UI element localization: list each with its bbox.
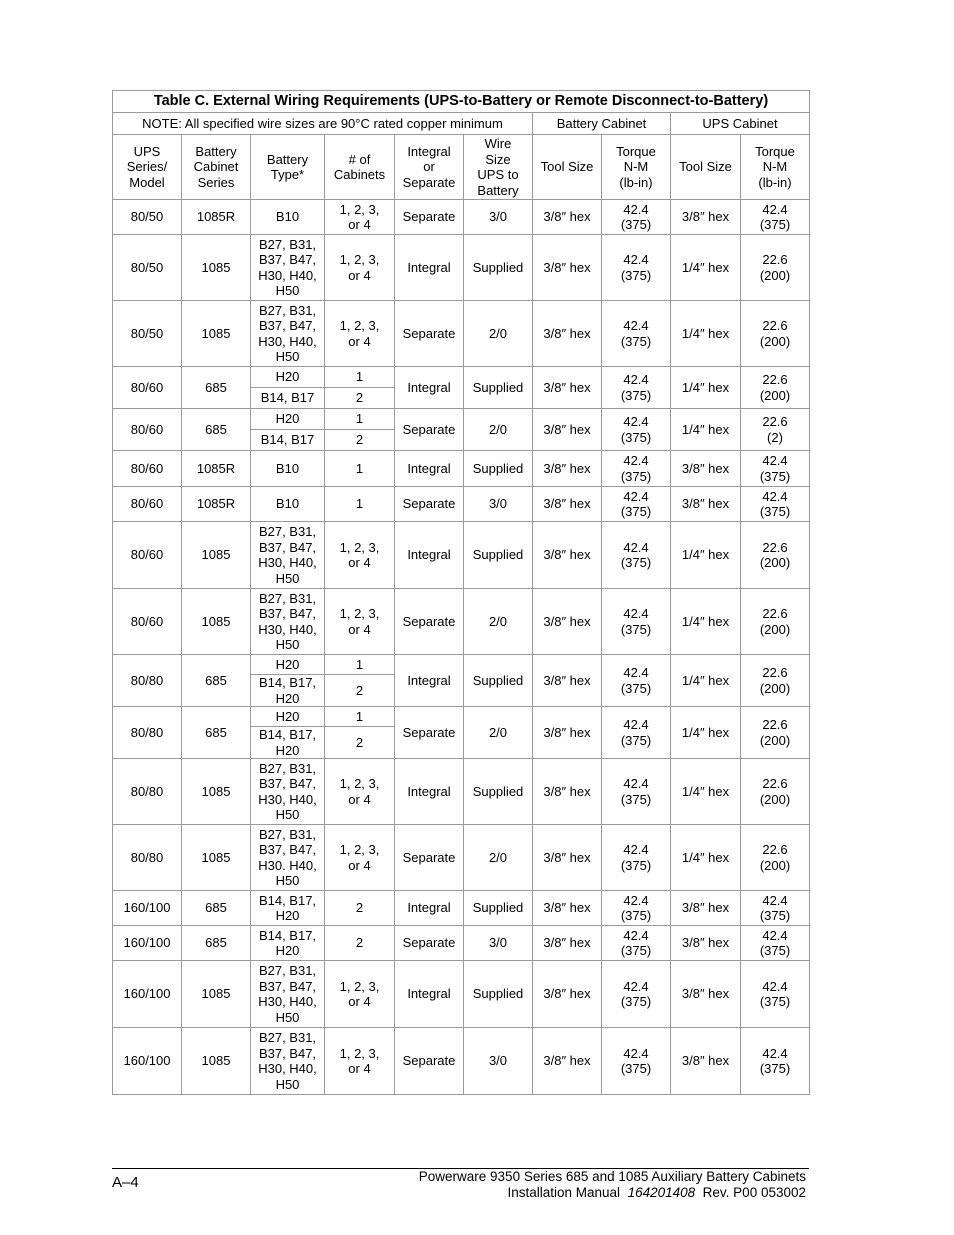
cell-ups-tool-size: 1/4″ hex bbox=[671, 409, 741, 451]
cell-wire-size: Supplied bbox=[464, 759, 533, 825]
cell-ups-model: 80/80 bbox=[113, 707, 182, 759]
table-row bbox=[113, 961, 810, 1028]
cell-ups-model: 160/100 bbox=[113, 961, 182, 1028]
cell-ups-tool-size: 1/4″ hex bbox=[671, 235, 741, 301]
cell-num-cabinets: 1, 2, 3, or 4 bbox=[325, 961, 395, 1028]
cell-battery-tool-size: 3/8″ hex bbox=[533, 707, 602, 759]
footer-manual-line bbox=[419, 1185, 806, 1201]
table-row bbox=[113, 487, 810, 522]
cell-num-cabinets: 1 bbox=[325, 367, 395, 388]
cell-wire-size: 2/0 bbox=[464, 825, 533, 891]
cell-num-cabinets: 1, 2, 3, or 4 bbox=[325, 589, 395, 655]
cell-battery-type: B14, B17, H20 bbox=[251, 891, 325, 926]
cell-ups-tool-size: 3/8″ hex bbox=[671, 451, 741, 487]
cell-wire-size: 3/0 bbox=[464, 926, 533, 961]
table-row bbox=[113, 451, 810, 487]
cell-num-cabinets: 1 bbox=[325, 451, 395, 487]
cell-num-cabinets: 1, 2, 3, or 4 bbox=[325, 200, 395, 235]
cell-integral-separate: Separate bbox=[395, 409, 464, 451]
cell-battery-torque: 42.4 (375) bbox=[602, 301, 671, 367]
cell-ups-tool-size: 1/4″ hex bbox=[671, 367, 741, 409]
table-row bbox=[113, 301, 810, 367]
cell-integral-separate: Separate bbox=[395, 825, 464, 891]
cell-battery-tool-size: 3/8″ hex bbox=[533, 961, 602, 1028]
cell-battery-torque: 42.4 (375) bbox=[602, 200, 671, 235]
cell-battery-tool-size: 3/8″ hex bbox=[533, 655, 602, 707]
cell-num-cabinets: 2 bbox=[325, 675, 395, 707]
cell-wire-size: Supplied bbox=[464, 655, 533, 707]
cell-cabinet-series: 685 bbox=[182, 707, 251, 759]
col-header-battery-torque: Torque N-M (lb-in) bbox=[602, 135, 671, 200]
cell-ups-torque: 22.6 (200) bbox=[741, 301, 810, 367]
cell-battery-tool-size: 3/8″ hex bbox=[533, 891, 602, 926]
cell-wire-size: 2/0 bbox=[464, 409, 533, 451]
col-header-wire-size: Wire Size UPS to Battery bbox=[464, 135, 533, 200]
cell-battery-type: B27, B31, B37, B47, H30, H40, H50 bbox=[251, 1028, 325, 1095]
cell-battery-torque: 42.4 (375) bbox=[602, 589, 671, 655]
table-row bbox=[113, 1028, 810, 1095]
cell-ups-torque: 42.4 (375) bbox=[741, 961, 810, 1028]
cell-integral-separate: Separate bbox=[395, 487, 464, 522]
cell-ups-torque: 22.6 (2) bbox=[741, 409, 810, 451]
cell-battery-type: B27, B31, B37, B47, H30, H40, H50 bbox=[251, 961, 325, 1028]
cell-ups-torque: 42.4 (375) bbox=[741, 200, 810, 235]
cell-wire-size: Supplied bbox=[464, 367, 533, 409]
cell-ups-tool-size: 1/4″ hex bbox=[671, 825, 741, 891]
cell-ups-torque: 22.6 (200) bbox=[741, 589, 810, 655]
cell-ups-tool-size: 3/8″ hex bbox=[671, 961, 741, 1028]
col-header-num-cabinets: # of Cabinets bbox=[325, 135, 395, 200]
table-row bbox=[113, 235, 810, 301]
cell-num-cabinets: 2 bbox=[325, 430, 395, 451]
cell-ups-model: 160/100 bbox=[113, 891, 182, 926]
table-row bbox=[113, 891, 810, 926]
cell-battery-type: H20 bbox=[251, 707, 325, 727]
cell-battery-torque: 42.4 (375) bbox=[602, 235, 671, 301]
cell-battery-torque: 42.4 (375) bbox=[602, 891, 671, 926]
cell-battery-type: B14, B17, H20 bbox=[251, 926, 325, 961]
cell-ups-tool-size: 3/8″ hex bbox=[671, 891, 741, 926]
cell-ups-model: 80/60 bbox=[113, 451, 182, 487]
cell-ups-model: 80/80 bbox=[113, 759, 182, 825]
cell-ups-model: 80/60 bbox=[113, 367, 182, 409]
cell-battery-type: B27, B31, B37, B47, H30. H40, H50 bbox=[251, 825, 325, 891]
cell-num-cabinets: 1 bbox=[325, 655, 395, 675]
cell-ups-model: 80/60 bbox=[113, 589, 182, 655]
cell-battery-tool-size: 3/8″ hex bbox=[533, 1028, 602, 1095]
cell-integral-separate: Integral bbox=[395, 367, 464, 409]
table-row bbox=[113, 926, 810, 961]
table-row bbox=[113, 200, 810, 235]
cell-ups-model: 80/50 bbox=[113, 235, 182, 301]
cell-ups-torque: 22.6 (200) bbox=[741, 707, 810, 759]
footer-manual-label: Installation Manual bbox=[507, 1185, 621, 1200]
cell-battery-type: B27, B31, B37, B47, H30, H40, H50 bbox=[251, 301, 325, 367]
cell-integral-separate: Separate bbox=[395, 200, 464, 235]
cell-wire-size: Supplied bbox=[464, 961, 533, 1028]
cell-battery-tool-size: 3/8″ hex bbox=[533, 825, 602, 891]
cell-ups-tool-size: 1/4″ hex bbox=[671, 301, 741, 367]
cell-battery-type: B27, B31, B37, B47, H30, H40, H50 bbox=[251, 522, 325, 589]
cell-cabinet-series: 1085 bbox=[182, 589, 251, 655]
cell-ups-tool-size: 3/8″ hex bbox=[671, 200, 741, 235]
cell-battery-torque: 42.4 (375) bbox=[602, 961, 671, 1028]
cell-battery-type: B27, B31, B37, B47, H30, H40, H50 bbox=[251, 759, 325, 825]
cell-battery-torque: 42.4 (375) bbox=[602, 409, 671, 451]
cell-cabinet-series: 1085 bbox=[182, 235, 251, 301]
cell-cabinet-series: 685 bbox=[182, 409, 251, 451]
cell-ups-tool-size: 1/4″ hex bbox=[671, 589, 741, 655]
cell-num-cabinets: 1, 2, 3, or 4 bbox=[325, 759, 395, 825]
cell-cabinet-series: 685 bbox=[182, 926, 251, 961]
cell-battery-tool-size: 3/8″ hex bbox=[533, 487, 602, 522]
cell-ups-model: 80/60 bbox=[113, 409, 182, 451]
cell-num-cabinets: 2 bbox=[325, 388, 395, 409]
cell-num-cabinets: 1, 2, 3, or 4 bbox=[325, 522, 395, 589]
cell-wire-size: 2/0 bbox=[464, 589, 533, 655]
cell-ups-tool-size: 1/4″ hex bbox=[671, 759, 741, 825]
page-number: A–4 bbox=[112, 1174, 139, 1191]
footer-title: Powerware 9350 Series 685 and 1085 Auxiliary Battery Cabinets bbox=[418, 1169, 806, 1184]
cell-battery-tool-size: 3/8″ hex bbox=[533, 926, 602, 961]
col-header-ups-model: UPS Series/ Model bbox=[113, 135, 182, 200]
ups-cabinet-group-header: UPS Cabinet bbox=[671, 113, 810, 135]
battery-cabinet-group-header: Battery Cabinet bbox=[533, 113, 671, 135]
cell-integral-separate: Integral bbox=[395, 759, 464, 825]
cell-num-cabinets: 1 bbox=[325, 487, 395, 522]
cell-wire-size: 3/0 bbox=[464, 487, 533, 522]
cell-battery-type: B10 bbox=[251, 451, 325, 487]
cell-battery-torque: 42.4 (375) bbox=[602, 825, 671, 891]
cell-battery-torque: 42.4 (375) bbox=[602, 451, 671, 487]
cell-wire-size: Supplied bbox=[464, 891, 533, 926]
cell-ups-tool-size: 3/8″ hex bbox=[671, 487, 741, 522]
col-header-ups-tool-size: Tool Size bbox=[671, 135, 741, 200]
cell-battery-tool-size: 3/8″ hex bbox=[533, 235, 602, 301]
cell-cabinet-series: 1085R bbox=[182, 487, 251, 522]
wiring-requirements-table bbox=[112, 90, 810, 1095]
cell-ups-tool-size: 1/4″ hex bbox=[671, 707, 741, 759]
cell-battery-type: B14, B17, H20 bbox=[251, 727, 325, 759]
cell-integral-separate: Separate bbox=[395, 926, 464, 961]
table-title: Table C. External Wiring Requirements (UPS-to-Battery or Remote Disconnect-to-Battery) bbox=[113, 91, 810, 113]
col-header-cabinet-series: Battery Cabinet Series bbox=[182, 135, 251, 200]
cell-battery-tool-size: 3/8″ hex bbox=[533, 301, 602, 367]
cell-battery-tool-size: 3/8″ hex bbox=[533, 589, 602, 655]
cell-cabinet-series: 1085 bbox=[182, 759, 251, 825]
cell-num-cabinets: 1 bbox=[325, 707, 395, 727]
table-note: NOTE: All specified wire sizes are 90°C rated copper minimum bbox=[113, 113, 533, 135]
cell-ups-torque: 22.6 (200) bbox=[741, 235, 810, 301]
cell-cabinet-series: 1085 bbox=[182, 522, 251, 589]
cell-battery-type: B10 bbox=[251, 487, 325, 522]
cell-num-cabinets: 1, 2, 3, or 4 bbox=[325, 825, 395, 891]
cell-ups-model: 80/80 bbox=[113, 825, 182, 891]
cell-wire-size: Supplied bbox=[464, 235, 533, 301]
cell-cabinet-series: 1085 bbox=[182, 961, 251, 1028]
col-header-integral-separate: Integral or Separate bbox=[395, 135, 464, 200]
cell-battery-tool-size: 3/8″ hex bbox=[533, 522, 602, 589]
table-row bbox=[113, 367, 810, 388]
cell-ups-tool-size: 1/4″ hex bbox=[671, 522, 741, 589]
cell-cabinet-series: 685 bbox=[182, 655, 251, 707]
cell-ups-model: 80/50 bbox=[113, 200, 182, 235]
cell-ups-model: 80/60 bbox=[113, 487, 182, 522]
cell-integral-separate: Integral bbox=[395, 891, 464, 926]
col-header-battery-type: Battery Type* bbox=[251, 135, 325, 200]
cell-ups-torque: 42.4 (375) bbox=[741, 487, 810, 522]
cell-num-cabinets: 1, 2, 3, or 4 bbox=[325, 301, 395, 367]
cell-cabinet-series: 1085R bbox=[182, 451, 251, 487]
cell-ups-torque: 22.6 (200) bbox=[741, 367, 810, 409]
cell-num-cabinets: 1, 2, 3, or 4 bbox=[325, 235, 395, 301]
cell-wire-size: 2/0 bbox=[464, 301, 533, 367]
cell-ups-torque: 22.6 (200) bbox=[741, 655, 810, 707]
cell-ups-tool-size: 1/4″ hex bbox=[671, 655, 741, 707]
column-header-row bbox=[113, 135, 810, 200]
cell-cabinet-series: 685 bbox=[182, 891, 251, 926]
cell-ups-torque: 42.4 (375) bbox=[741, 1028, 810, 1095]
cell-integral-separate: Separate bbox=[395, 301, 464, 367]
cell-battery-torque: 42.4 (375) bbox=[602, 522, 671, 589]
footer-doc-info bbox=[419, 1169, 806, 1201]
cell-cabinet-series: 1085R bbox=[182, 200, 251, 235]
cell-num-cabinets: 1 bbox=[325, 409, 395, 430]
cell-ups-torque: 42.4 (375) bbox=[741, 926, 810, 961]
cell-battery-tool-size: 3/8″ hex bbox=[533, 200, 602, 235]
cell-integral-separate: Integral bbox=[395, 451, 464, 487]
col-header-ups-torque: Torque N-M (lb-in) bbox=[741, 135, 810, 200]
cell-integral-separate: Integral bbox=[395, 961, 464, 1028]
cell-num-cabinets: 2 bbox=[325, 727, 395, 759]
table-row bbox=[113, 707, 810, 727]
table-row bbox=[113, 655, 810, 675]
cell-battery-tool-size: 3/8″ hex bbox=[533, 409, 602, 451]
cell-cabinet-series: 1085 bbox=[182, 825, 251, 891]
cell-battery-tool-size: 3/8″ hex bbox=[533, 759, 602, 825]
cell-cabinet-series: 1085 bbox=[182, 301, 251, 367]
cell-battery-torque: 42.4 (375) bbox=[602, 707, 671, 759]
cell-ups-model: 80/50 bbox=[113, 301, 182, 367]
cell-num-cabinets: 1, 2, 3, or 4 bbox=[325, 1028, 395, 1095]
cell-battery-tool-size: 3/8″ hex bbox=[533, 367, 602, 409]
cell-battery-type: B27, B31, B37, B47, H30, H40, H50 bbox=[251, 235, 325, 301]
cell-num-cabinets: 2 bbox=[325, 891, 395, 926]
cell-integral-separate: Separate bbox=[395, 1028, 464, 1095]
cell-integral-separate: Integral bbox=[395, 655, 464, 707]
table-row bbox=[113, 522, 810, 589]
cell-battery-type: B14, B17, H20 bbox=[251, 675, 325, 707]
cell-ups-torque: 42.4 (375) bbox=[741, 891, 810, 926]
cell-ups-model: 160/100 bbox=[113, 1028, 182, 1095]
cell-battery-type: H20 bbox=[251, 367, 325, 388]
cell-integral-separate: Integral bbox=[395, 235, 464, 301]
cell-integral-separate: Integral bbox=[395, 522, 464, 589]
cell-battery-torque: 42.4 (375) bbox=[602, 759, 671, 825]
table-row bbox=[113, 409, 810, 430]
cell-ups-torque: 22.6 (200) bbox=[741, 759, 810, 825]
cell-ups-torque: 22.6 (200) bbox=[741, 825, 810, 891]
cell-battery-torque: 42.4 (375) bbox=[602, 367, 671, 409]
table-row bbox=[113, 589, 810, 655]
cell-battery-type: B14, B17 bbox=[251, 430, 325, 451]
cell-ups-tool-size: 3/8″ hex bbox=[671, 1028, 741, 1095]
cell-wire-size: 3/0 bbox=[464, 200, 533, 235]
cell-battery-torque: 42.4 (375) bbox=[602, 487, 671, 522]
cell-battery-type: B10 bbox=[251, 200, 325, 235]
cell-ups-model: 80/80 bbox=[113, 655, 182, 707]
cell-cabinet-series: 685 bbox=[182, 367, 251, 409]
cell-ups-torque: 22.6 (200) bbox=[741, 522, 810, 589]
cell-cabinet-series: 1085 bbox=[182, 1028, 251, 1095]
cell-wire-size: 3/0 bbox=[464, 1028, 533, 1095]
cell-integral-separate: Separate bbox=[395, 589, 464, 655]
cell-integral-separate: Separate bbox=[395, 707, 464, 759]
footer-revision: Rev. P00 053002 bbox=[702, 1185, 806, 1200]
cell-battery-torque: 42.4 (375) bbox=[602, 926, 671, 961]
cell-battery-type: B14, B17 bbox=[251, 388, 325, 409]
cell-ups-model: 160/100 bbox=[113, 926, 182, 961]
cell-ups-torque: 42.4 (375) bbox=[741, 451, 810, 487]
cell-num-cabinets: 2 bbox=[325, 926, 395, 961]
cell-ups-tool-size: 3/8″ hex bbox=[671, 926, 741, 961]
table-row bbox=[113, 825, 810, 891]
cell-battery-torque: 42.4 (375) bbox=[602, 1028, 671, 1095]
table-row bbox=[113, 759, 810, 825]
cell-wire-size: 2/0 bbox=[464, 707, 533, 759]
cell-wire-size: Supplied bbox=[464, 451, 533, 487]
col-header-battery-tool-size: Tool Size bbox=[533, 135, 602, 200]
cell-battery-torque: 42.4 (375) bbox=[602, 655, 671, 707]
cell-wire-size: Supplied bbox=[464, 522, 533, 589]
cell-battery-tool-size: 3/8″ hex bbox=[533, 451, 602, 487]
cell-battery-type: B27, B31, B37, B47, H30, H40, H50 bbox=[251, 589, 325, 655]
cell-battery-type: H20 bbox=[251, 409, 325, 430]
footer-doc-number: 164201408 bbox=[627, 1185, 696, 1200]
cell-ups-model: 80/60 bbox=[113, 522, 182, 589]
cell-battery-type: H20 bbox=[251, 655, 325, 675]
